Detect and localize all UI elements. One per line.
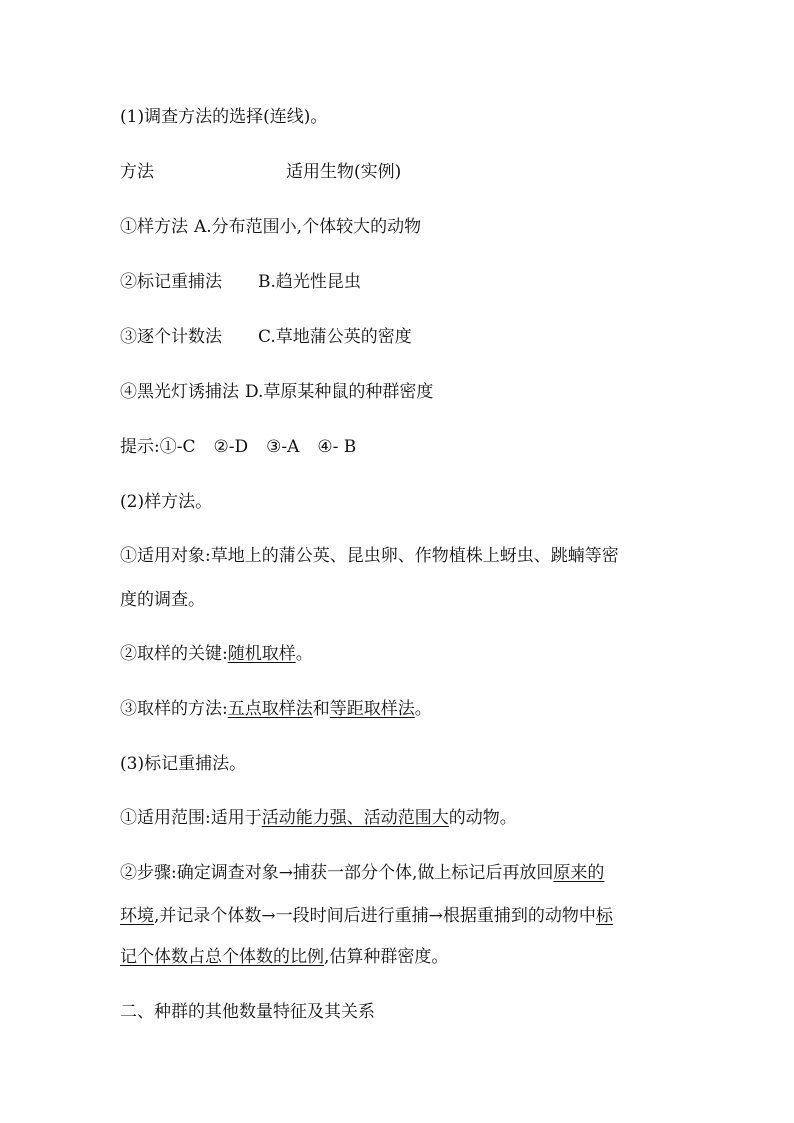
column-header-example: 适用生物(实例) <box>286 162 402 182</box>
text-run: 。 <box>295 644 313 664</box>
underlined-answer: 五点取样法 <box>227 699 313 719</box>
underlined-answer: 标 <box>595 906 613 926</box>
column-header-method: 方法 <box>120 162 154 182</box>
answer: ②-D <box>213 437 249 457</box>
match-row <box>120 216 421 238</box>
underlined-answer: 记个体数占总个体数的比例 <box>120 947 324 967</box>
example-label: C.草地蒲公英的密度 <box>258 327 412 347</box>
method-label: ③逐个计数法 <box>120 327 222 347</box>
example-label: B.趋光性昆虫 <box>258 272 361 292</box>
section-1-title: (1)调查方法的选择(连线)。 <box>120 107 328 127</box>
section-3-title: (3)标记重捕法。 <box>120 754 247 774</box>
text-run: 的动物。 <box>448 808 517 828</box>
example-label: D.草原某种鼠的种群密度 <box>245 382 434 402</box>
paragraph-line: ①适用对象:草地上的蒲公英、昆虫卵、作物植株上蚜虫、跳蝻等密 <box>120 546 619 566</box>
text-run: ①适用范围:适用于 <box>120 808 262 828</box>
text-run: 和 <box>312 699 330 719</box>
method-label: ①样方法 <box>120 217 188 237</box>
paragraph-line <box>120 946 448 968</box>
answer: ③-A <box>266 437 300 457</box>
underlined-answer: 活动能力强、活动范围大 <box>261 808 449 828</box>
match-row <box>120 381 433 403</box>
section-2-title: (2)样方法。 <box>120 492 213 512</box>
paragraph-line <box>120 807 517 829</box>
answer: ④- B <box>317 437 357 457</box>
text-run: ②步骤:确定调查对象→捕获一部分个体,做上标记后再放回 <box>120 863 554 883</box>
hint-label: 提示: <box>120 437 160 457</box>
table-header <box>120 161 401 183</box>
underlined-answer: 原来的 <box>553 863 605 883</box>
method-label: ②标记重捕法 <box>120 272 222 292</box>
paragraph-line: 度的调查。 <box>120 590 205 610</box>
paragraph-line <box>120 862 604 884</box>
match-row <box>120 326 412 348</box>
text-run: ,并记录个体数→一段时间后进行重捕→根据重捕到的动物中 <box>154 906 596 926</box>
paragraph-line <box>120 905 613 927</box>
answer: ①-C <box>159 437 196 457</box>
paragraph-line <box>120 698 432 720</box>
method-label: ④黑光灯诱捕法 <box>120 382 239 402</box>
hint-line <box>120 436 356 458</box>
underlined-answer: 环境 <box>120 906 154 926</box>
text-run: 。 <box>414 699 432 719</box>
text-run: ③取样的方法: <box>120 699 228 719</box>
underlined-answer: 等距取样法 <box>329 699 415 719</box>
section-heading: 二、种群的其他数量特征及其关系 <box>120 1002 375 1022</box>
example-label: A.分布范围小,个体较大的动物 <box>194 217 422 237</box>
paragraph-line <box>120 643 313 665</box>
match-row <box>120 271 361 293</box>
underlined-answer: 随机取样 <box>227 644 296 664</box>
text-run: ,估算种群密度。 <box>324 947 449 967</box>
text-run: ②取样的关键: <box>120 644 228 664</box>
